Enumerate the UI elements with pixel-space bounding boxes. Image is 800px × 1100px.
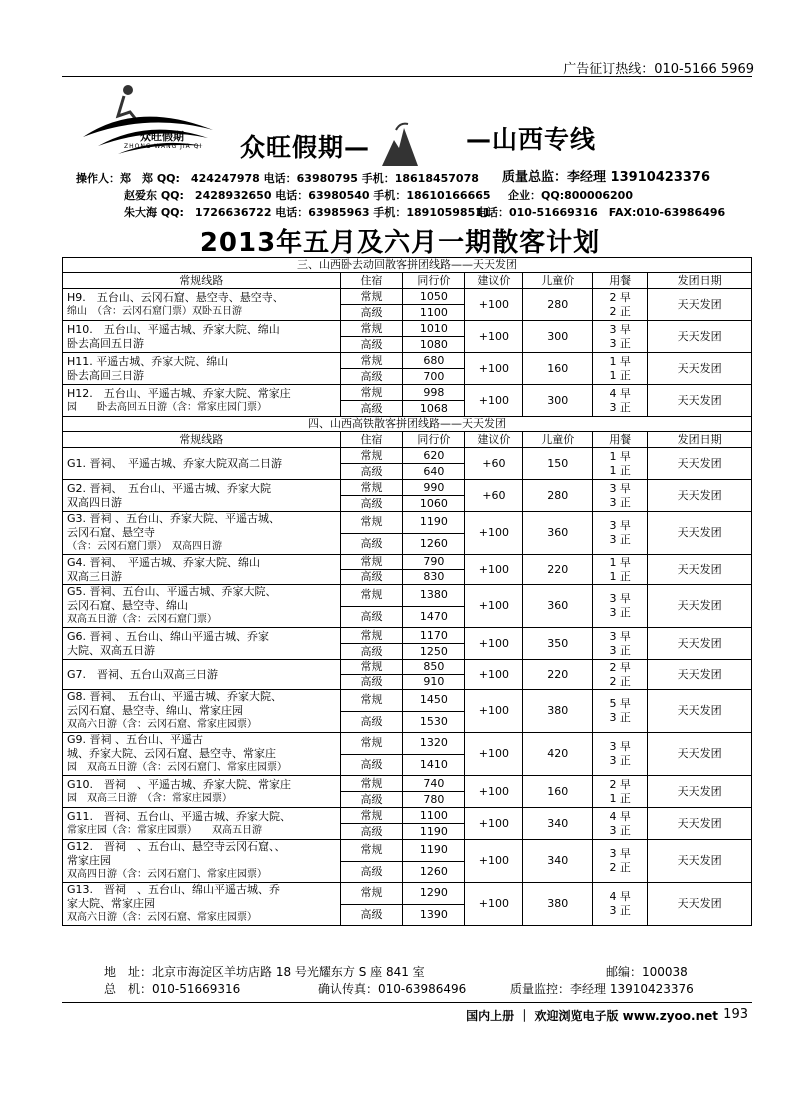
table-row — [63, 353, 752, 369]
route-text: 双高五日游（含：云冈石窟门票） — [67, 614, 217, 625]
departure-date: 天天发团 — [648, 555, 752, 585]
meals — [593, 555, 648, 585]
meal-breakfast: 3 早 — [609, 740, 631, 753]
column-header: 建议价 — [465, 432, 523, 448]
company-phone-fax: 电话：010-51669316 FAX:010-63986496 — [476, 206, 726, 219]
footer-phone: 总 机：010-51669316 — [104, 982, 241, 996]
meals — [593, 321, 648, 353]
departure-date: 天天发团 — [648, 385, 752, 417]
meal-main: 1 正 — [609, 368, 631, 382]
lodging-premium: 高级 — [340, 904, 403, 926]
meals — [593, 840, 648, 883]
suggested-price: +100 — [465, 733, 523, 776]
child-price: 160 — [523, 353, 593, 385]
departure-date: 天天发团 — [648, 585, 752, 628]
trade-price-premium: 1470 — [403, 606, 465, 628]
lodging-standard: 常规 — [340, 808, 403, 824]
trade-price-premium: 1530 — [403, 711, 465, 733]
trade-price-premium: 910 — [403, 675, 465, 690]
bottom-banner: 国内上册 ｜ 欢迎浏览电子版 www.zyoo.net — [466, 1009, 718, 1023]
meal-breakfast: 3 早 — [609, 322, 631, 336]
child-price: 380 — [523, 690, 593, 733]
route-text: 园 卧去高回五日游（含：常家庄园门票） — [67, 401, 267, 413]
meal-main: 3 正 — [609, 904, 631, 917]
route-text: G11. 晋祠、五台山、平遥古城、乔家大院、 — [67, 809, 292, 823]
lodging-premium: 高级 — [340, 754, 403, 776]
column-header: 常规线路 — [63, 432, 341, 448]
meals — [593, 289, 648, 321]
suggested-price: +100 — [465, 690, 523, 733]
trade-price-premium: 780 — [403, 792, 465, 808]
logo-subtext: ZHONG WANG JIA QI — [124, 143, 203, 150]
meals — [593, 448, 648, 480]
trade-price-premium: 1080 — [403, 337, 465, 353]
route-text: G4. 晋祠、 平遥古城、乔家大院、绵山 — [67, 555, 261, 569]
lodging-standard: 常规 — [340, 628, 403, 644]
meals — [593, 883, 648, 926]
meal-breakfast: 2 早 — [609, 777, 631, 791]
trade-price-standard: 1290 — [403, 883, 465, 905]
column-header: 同行价 — [403, 273, 465, 289]
route-text: 双高六日游（含：云冈石窟、常家庄园票） — [67, 719, 257, 730]
trade-price-premium: 830 — [403, 570, 465, 585]
contact-block — [76, 170, 756, 221]
table-header-row — [63, 432, 752, 448]
departure-date: 天天发团 — [648, 660, 752, 690]
table-header-row — [63, 273, 752, 289]
child-price: 300 — [523, 385, 593, 417]
route-text: （含：云冈石窟门票） 双高四日游 — [67, 541, 222, 552]
lodging-standard: 常规 — [340, 512, 403, 534]
column-header: 发团日期 — [648, 432, 752, 448]
quality-director: 质量总监：李经理 13910423376 — [502, 170, 711, 185]
trade-price-standard: 1170 — [403, 628, 465, 644]
departure-date: 天天发团 — [648, 883, 752, 926]
trade-price-standard: 680 — [403, 353, 465, 369]
child-price: 420 — [523, 733, 593, 776]
departure-date: 天天发团 — [648, 690, 752, 733]
route-text: G5. 晋祠、五台山、平遥古城、乔家大院、 — [67, 585, 277, 598]
route-cell — [63, 808, 341, 840]
route-text: 云冈石窟、悬空寺、绵山 — [67, 599, 188, 612]
column-header: 儿童价 — [523, 273, 593, 289]
brand-title-left — [240, 120, 420, 168]
lodging-standard: 常规 — [340, 385, 403, 401]
trade-price-standard: 990 — [403, 480, 465, 496]
meal-breakfast: 2 早 — [609, 290, 631, 304]
table-row — [63, 660, 752, 675]
meal-main: 3 正 — [609, 606, 631, 619]
route-text: 城、乔家大院、云冈石窟、悬空寺、常家庄 — [67, 747, 276, 760]
lodging-standard: 常规 — [340, 480, 403, 496]
route-text: 绵山 （含：云冈石窟门票）双卧五日游 — [67, 305, 242, 317]
brand-left-text: 众旺假期— — [240, 133, 371, 162]
table-row — [63, 883, 752, 905]
route-cell — [63, 555, 341, 585]
trade-price-standard: 1100 — [403, 808, 465, 824]
contact-operator-1: 操作人：郑 郑 QQ: 424247978 电话：63980795 手机：18618457078 — [76, 172, 479, 185]
route-text: G8. 晋祠、 五台山、平遥古城、乔家大院、 — [67, 690, 283, 703]
table-row — [63, 555, 752, 570]
route-cell — [63, 448, 341, 480]
meal-breakfast: 3 早 — [609, 592, 631, 605]
route-text: 双高三日游 — [67, 569, 122, 583]
route-text: 园 双高三日游 （含：常家庄园票） — [67, 792, 232, 804]
lodging-premium: 高级 — [340, 711, 403, 733]
suggested-price: +100 — [465, 321, 523, 353]
contact-operator-3: 朱大海 QQ: 1726636722 电话：63985963 手机：18910598511 — [124, 206, 491, 219]
meal-main: 2 正 — [609, 304, 631, 318]
meal-breakfast: 1 早 — [609, 449, 631, 463]
route-cell — [63, 776, 341, 808]
column-header: 儿童价 — [523, 432, 593, 448]
contact-row — [76, 204, 756, 221]
trade-price-premium: 1068 — [403, 401, 465, 417]
lodging-standard: 常规 — [340, 733, 403, 755]
meal-main: 1 正 — [609, 463, 631, 477]
meal-main: 3 正 — [609, 336, 631, 350]
departure-date: 天天发团 — [648, 840, 752, 883]
table-row — [63, 385, 752, 401]
suggested-price: +100 — [465, 385, 523, 417]
route-text: 卧去高回五日游 — [67, 336, 144, 350]
table-row — [63, 628, 752, 644]
trade-price-premium: 1190 — [403, 824, 465, 840]
meal-main: 1 正 — [609, 569, 631, 583]
table-row — [63, 808, 752, 824]
meals — [593, 660, 648, 690]
lodging-premium: 高级 — [340, 861, 403, 883]
route-cell — [63, 321, 341, 353]
suggested-price: +100 — [465, 660, 523, 690]
suggested-price: +100 — [465, 883, 523, 926]
route-text: 常家庄园 — [67, 854, 111, 867]
column-header: 住宿 — [340, 273, 403, 289]
child-price: 380 — [523, 883, 593, 926]
departure-date: 天天发团 — [648, 448, 752, 480]
ad-hotline: 广告征订热线：010-5166 5969 — [563, 62, 754, 77]
trade-price-standard: 1380 — [403, 585, 465, 607]
trade-price-premium: 700 — [403, 369, 465, 385]
section-heading: 三、山西卧去动回散客拼团线路——天天发团 — [63, 258, 752, 273]
lodging-standard: 常规 — [340, 353, 403, 369]
contact-row — [76, 187, 756, 204]
lodging-premium: 高级 — [340, 401, 403, 417]
column-header: 用餐 — [593, 432, 648, 448]
bottom-divider — [62, 1002, 752, 1003]
route-text: G12. 晋祠 、五台山、悬空寺云冈石窟、、 — [67, 840, 286, 853]
meal-main: 1 正 — [609, 791, 631, 805]
footer-fax: 确认传真：010-63986496 — [318, 982, 467, 996]
route-text: 园 双高五日游（含：云冈石窟门、常家庄园票） — [67, 762, 287, 773]
meal-main: 2 正 — [609, 861, 631, 874]
meal-main: 3 正 — [609, 643, 631, 657]
meal-main: 3 正 — [609, 495, 631, 509]
child-price: 350 — [523, 628, 593, 660]
route-text: 双高四日游 — [67, 495, 122, 509]
suggested-price: +60 — [465, 480, 523, 512]
route-cell — [63, 480, 341, 512]
meal-breakfast: 4 早 — [609, 809, 631, 823]
trade-price-standard: 998 — [403, 385, 465, 401]
route-text: H12. 五台山、平遥古城、乔家大院、常家庄 — [67, 386, 291, 400]
departure-date: 天天发团 — [648, 321, 752, 353]
suggested-price: +100 — [465, 289, 523, 321]
child-price: 280 — [523, 480, 593, 512]
meals — [593, 353, 648, 385]
route-cell — [63, 840, 341, 883]
meal-main: 3 正 — [609, 533, 631, 546]
route-text: 云冈石窟、悬空寺、绵山、常家庄园 — [67, 704, 243, 717]
lodging-premium: 高级 — [340, 369, 403, 385]
meal-main: 3 正 — [609, 754, 631, 767]
route-text: 卧去高回三日游 — [67, 368, 144, 382]
route-cell — [63, 353, 341, 385]
route-cell — [63, 512, 341, 555]
route-text: G3. 晋祠 、五台山、乔家大院、平遥古城、 — [67, 512, 281, 525]
footer-address: 地 址：北京市海淀区羊坊店路 18 号光耀东方 S 座 841 室 — [104, 965, 425, 979]
table-row — [63, 321, 752, 337]
meal-breakfast: 5 早 — [609, 697, 631, 710]
trade-price-standard: 740 — [403, 776, 465, 792]
footer-quality: 质量监控：李经理 13910423376 — [510, 982, 694, 996]
meal-main: 2 正 — [609, 674, 631, 688]
suggested-price: +60 — [465, 448, 523, 480]
route-cell — [63, 733, 341, 776]
meals — [593, 733, 648, 776]
child-price: 360 — [523, 512, 593, 555]
lodging-standard: 常规 — [340, 776, 403, 792]
departure-date: 天天发团 — [648, 628, 752, 660]
route-text: G13. 晋祠 、五台山、绵山平遥古城、乔 — [67, 883, 281, 896]
lodging-premium: 高级 — [340, 606, 403, 628]
table-row — [63, 776, 752, 792]
departure-date: 天天发团 — [648, 480, 752, 512]
lodging-premium: 高级 — [340, 305, 403, 321]
route-cell — [63, 289, 341, 321]
meals — [593, 585, 648, 628]
route-text: G7. 晋祠、五台山双高三日游 — [67, 667, 219, 681]
lodging-standard: 常规 — [340, 660, 403, 675]
meals — [593, 776, 648, 808]
meal-breakfast: 1 早 — [609, 555, 631, 569]
suggested-price: +100 — [465, 808, 523, 840]
route-text: G1. 晋祠、 平遥古城、乔家大院双高二日游 — [67, 456, 283, 470]
route-text: 家大院、常家庄园 — [67, 897, 155, 910]
trade-price-premium: 640 — [403, 464, 465, 480]
trade-price-premium: 1060 — [403, 496, 465, 512]
trade-price-premium: 1260 — [403, 533, 465, 555]
lodging-premium: 高级 — [340, 675, 403, 690]
trade-price-standard: 850 — [403, 660, 465, 675]
trade-price-premium: 1410 — [403, 754, 465, 776]
section-heading-row — [63, 417, 752, 432]
column-header: 同行价 — [403, 432, 465, 448]
child-price: 340 — [523, 840, 593, 883]
lodging-standard: 常规 — [340, 555, 403, 570]
child-price: 360 — [523, 585, 593, 628]
trade-price-premium: 1100 — [403, 305, 465, 321]
route-cell — [63, 628, 341, 660]
footer-zip: 邮编：100038 — [606, 965, 688, 979]
contact-row — [76, 170, 756, 187]
meal-breakfast: 3 早 — [609, 481, 631, 495]
meal-breakfast: 2 早 — [609, 660, 631, 674]
logo-text: 众旺假期 — [140, 130, 184, 143]
company-logo — [78, 82, 218, 162]
lodging-premium: 高级 — [340, 464, 403, 480]
meal-main: 3 正 — [609, 400, 631, 414]
route-text: 双高六日游（含：云冈石窟、常家庄园票） — [67, 912, 257, 923]
route-cell — [63, 660, 341, 690]
table-row — [63, 289, 752, 305]
meals — [593, 628, 648, 660]
column-header: 常规线路 — [63, 273, 341, 289]
route-text: H9. 五台山、云冈石窟、悬空寺、悬空寺、 — [67, 290, 284, 304]
section-heading-row — [63, 258, 752, 273]
column-header: 住宿 — [340, 432, 403, 448]
lodging-standard: 常规 — [340, 321, 403, 337]
trade-price-standard: 1320 — [403, 733, 465, 755]
meal-main: 3 正 — [609, 711, 631, 724]
table-row — [63, 448, 752, 464]
suggested-price: +100 — [465, 512, 523, 555]
lodging-standard: 常规 — [340, 690, 403, 712]
route-cell — [63, 883, 341, 926]
table-row — [63, 733, 752, 755]
lodging-premium: 高级 — [340, 496, 403, 512]
suggested-price: +100 — [465, 840, 523, 883]
child-price: 340 — [523, 808, 593, 840]
trade-price-standard: 1190 — [403, 840, 465, 862]
trade-price-premium: 1250 — [403, 644, 465, 660]
lodging-standard: 常规 — [340, 883, 403, 905]
route-text: 大院、双高五日游 — [67, 643, 155, 657]
meal-breakfast: 3 早 — [609, 519, 631, 532]
departure-date: 天天发团 — [648, 808, 752, 840]
meal-breakfast: 4 早 — [609, 890, 631, 903]
section-heading: 四、山西高铁散客拼团线路——天天发团 — [63, 417, 752, 432]
column-header: 发团日期 — [648, 273, 752, 289]
lodging-standard: 常规 — [340, 840, 403, 862]
table-row — [63, 840, 752, 862]
trade-price-standard: 1450 — [403, 690, 465, 712]
departure-date: 天天发团 — [648, 289, 752, 321]
trade-price-standard: 1190 — [403, 512, 465, 534]
company-qq: 企业：QQ:800006200 — [508, 189, 633, 202]
child-price: 150 — [523, 448, 593, 480]
meals — [593, 690, 648, 733]
child-price: 220 — [523, 555, 593, 585]
lodging-standard: 常规 — [340, 289, 403, 305]
route-cell — [63, 690, 341, 733]
route-text: 云冈石窟、悬空寺 — [67, 526, 155, 539]
lodging-premium: 高级 — [340, 644, 403, 660]
route-cell — [63, 385, 341, 417]
route-text: G6. 晋祠 、五台山、绵山平遥古城、乔家 — [67, 629, 270, 643]
meal-breakfast: 3 早 — [609, 847, 631, 860]
meal-breakfast: 1 早 — [609, 354, 631, 368]
meals — [593, 512, 648, 555]
page-title: 2013年五月及六月一期散客计划 — [199, 228, 601, 258]
route-text: G10. 晋祠 、平遥古城、乔家大院、常家庄 — [67, 777, 292, 791]
route-cell — [63, 585, 341, 628]
column-header: 建议价 — [465, 273, 523, 289]
lodging-premium: 高级 — [340, 570, 403, 585]
route-text: H11. 平遥古城、乔家大院、绵山 — [67, 354, 229, 368]
lodging-standard: 常规 — [340, 585, 403, 607]
lodging-premium: 高级 — [340, 533, 403, 555]
mountain-icon — [380, 120, 420, 168]
table-row — [63, 585, 752, 607]
lodging-premium: 高级 — [340, 337, 403, 353]
meal-breakfast: 3 早 — [609, 629, 631, 643]
route-text: H10. 五台山、平遥古城、乔家大院、绵山 — [67, 322, 280, 336]
lodging-premium: 高级 — [340, 792, 403, 808]
departure-date: 天天发团 — [648, 512, 752, 555]
child-price: 220 — [523, 660, 593, 690]
lodging-standard: 常规 — [340, 448, 403, 464]
departure-date: 天天发团 — [648, 353, 752, 385]
departure-date: 天天发团 — [648, 776, 752, 808]
trade-price-premium: 1390 — [403, 904, 465, 926]
trade-price-standard: 620 — [403, 448, 465, 464]
table-row — [63, 690, 752, 712]
trade-price-standard: 1010 — [403, 321, 465, 337]
suggested-price: +100 — [465, 776, 523, 808]
lodging-premium: 高级 — [340, 824, 403, 840]
suggested-price: +100 — [465, 628, 523, 660]
trade-price-standard: 790 — [403, 555, 465, 570]
meal-main: 3 正 — [609, 823, 631, 837]
suggested-price: +100 — [465, 555, 523, 585]
trade-price-standard: 1050 — [403, 289, 465, 305]
suggested-price: +100 — [465, 353, 523, 385]
tour-table — [62, 257, 752, 926]
suggested-price: +100 — [465, 585, 523, 628]
route-text: 双高四日游（含：云冈石窟门、常家庄园票） — [67, 869, 267, 880]
contact-operator-2: 赵爱东 QQ: 2428932650 电话：63980540 手机：18610166665 — [124, 189, 491, 202]
table-row — [63, 480, 752, 496]
meals — [593, 385, 648, 417]
meals — [593, 808, 648, 840]
departure-date: 天天发团 — [648, 733, 752, 776]
brand-title-right: —山西专线 — [466, 125, 597, 154]
top-divider — [62, 76, 752, 77]
column-header: 用餐 — [593, 273, 648, 289]
table-row — [63, 512, 752, 534]
route-text: G2. 晋祠、 五台山、平遥古城、乔家大院 — [67, 481, 272, 495]
child-price: 300 — [523, 321, 593, 353]
meals — [593, 480, 648, 512]
child-price: 160 — [523, 776, 593, 808]
meal-breakfast: 4 早 — [609, 386, 631, 400]
trade-price-premium: 1260 — [403, 861, 465, 883]
child-price: 280 — [523, 289, 593, 321]
page-number: 193 — [723, 1007, 748, 1022]
route-text: 常家庄园（含：常家庄园票） 双高五日游 — [67, 824, 262, 836]
route-text: G9. 晋祠 、五台山、平遥古 — [67, 733, 204, 746]
